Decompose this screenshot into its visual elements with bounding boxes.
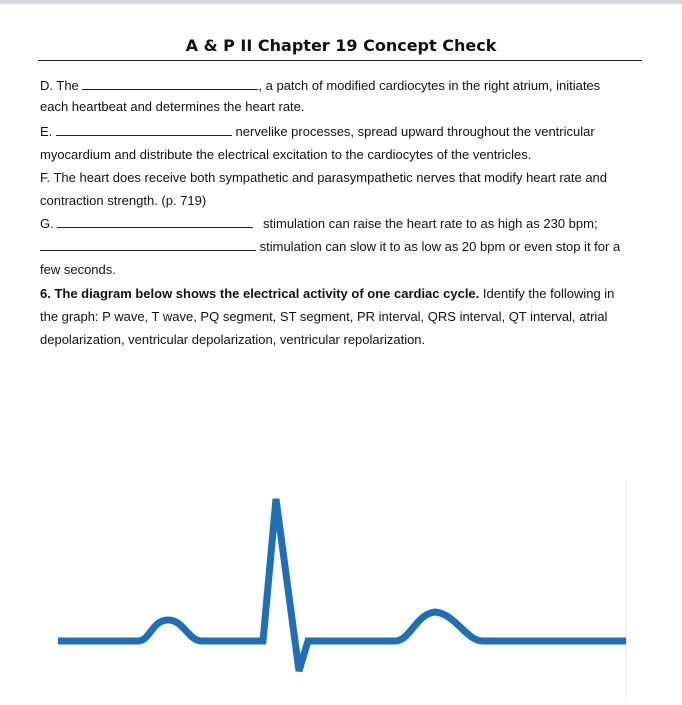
question-g-suffix2: stimulation can slow it to as low as 20 bpm or even stop it for a [259, 239, 621, 254]
question-g-prefix: G. [40, 216, 54, 231]
question-d-prefix: D. The [40, 78, 79, 93]
question-d-suffix: , a patch of modified cardiocytes in the right atrium, initiates [258, 78, 601, 93]
question-f-line1: F. The heart does receive both sympathetic and parasympathetic nerves that modify heart rate and [40, 170, 608, 185]
page-title: A & P II Chapter 19 Concept Check [185, 36, 497, 55]
question-f-line2: contraction strength. (p. 719) [40, 193, 207, 208]
question-d-line2: each heartbeat and determines the heart rate. [40, 99, 305, 114]
question-6-rest: Identify the following in [479, 286, 615, 301]
question-e-line2: myocardium and distribute the electrical excitation to the cardiocytes of the ventricles. [40, 147, 532, 162]
question-6-line2: the graph: P wave, T wave, PQ segment, ST segment, PR interval, QRS interval, QT interval, atrial [40, 309, 608, 324]
ecg-trace [58, 499, 626, 671]
question-e-prefix: E. [40, 124, 53, 139]
question-g-line3: few seconds. [40, 262, 116, 277]
question-6-line3: depolarization, ventricular depolarization, ventricular repolarization. [40, 332, 426, 347]
question-g-suffix1: stimulation can raise the heart rate to as high as 230 bpm; [262, 216, 598, 231]
question-e-suffix: nervelike processes, spread upward throughout the ventricular [235, 124, 595, 139]
question-6-bold: 6. The diagram below shows the electrical activity of one cardiac cycle. [40, 286, 480, 301]
